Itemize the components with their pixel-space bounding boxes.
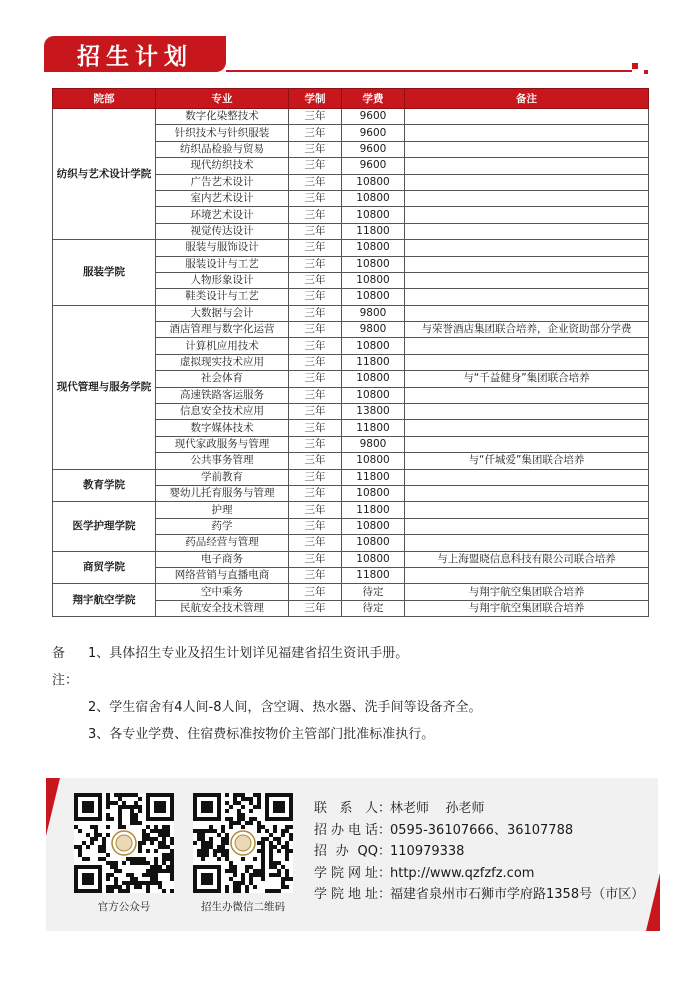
years-cell: 三年 [289, 338, 342, 354]
major-cell: 鞋类设计与工艺 [156, 289, 289, 305]
major-cell: 婴幼儿托育服务与管理 [156, 485, 289, 501]
fee-cell: 11800 [342, 567, 405, 583]
major-cell: 药品经营与管理 [156, 535, 289, 551]
contact-label: 学院地址 [314, 887, 378, 902]
remark-cell: 与荣誉酒店集团联合培养，企业资助部分学费 [405, 322, 649, 338]
fee-cell: 10800 [342, 387, 405, 403]
note-item [52, 694, 482, 721]
college-cell: 纺织与艺术设计学院 [53, 109, 156, 240]
years-cell: 三年 [289, 469, 342, 485]
fee-cell: 9800 [342, 322, 405, 338]
remark-cell [405, 420, 649, 436]
fee-cell: 10800 [342, 207, 405, 223]
contact-value: 福建省泉州市石狮市学府路1358号（市区） [390, 887, 645, 902]
fee-cell: 待定 [342, 584, 405, 600]
contact-value: http://www.qzfzfz.com [390, 865, 535, 881]
table-row [53, 584, 649, 600]
major-cell: 数字媒体技术 [156, 420, 289, 436]
college-cell: 商贸学院 [53, 551, 156, 584]
contact-label: 学院网址 [314, 865, 378, 881]
panel-corner-decoration [646, 873, 660, 931]
major-cell: 室内艺术设计 [156, 190, 289, 206]
note-text: 3、各专业学费、住宿费标准按物价主管部门批准标准执行。 [88, 727, 435, 742]
qr-code-icon [74, 793, 174, 893]
fee-cell: 10800 [342, 518, 405, 534]
table-header-row [53, 89, 649, 109]
years-cell: 三年 [289, 371, 342, 387]
fee-cell: 9800 [342, 436, 405, 452]
note-text: 2、学生宿舍有4人间-8人间，含空调、热水器、洗手间等设备齐全。 [88, 700, 482, 715]
major-cell: 学前教育 [156, 469, 289, 485]
contact-row: 学院网址 ： http://www.qzfzfz.com [314, 863, 644, 885]
fee-cell: 10800 [342, 256, 405, 272]
years-cell: 三年 [289, 535, 342, 551]
fee-cell: 9800 [342, 305, 405, 321]
years-cell: 三年 [289, 420, 342, 436]
contact-row: 招办电话 ： 0595-36107666、36107788 [314, 820, 644, 842]
remark-cell [405, 141, 649, 157]
title-decoration [632, 63, 638, 69]
years-cell: 三年 [289, 584, 342, 600]
note-item [52, 721, 482, 748]
remark-cell: 与翔宇航空集团联合培养 [405, 600, 649, 616]
remark-cell [405, 125, 649, 141]
contact-row: 学院地址 ： 福建省泉州市石狮市学府路1358号（市区） [314, 884, 644, 906]
major-cell: 民航安全技术管理 [156, 600, 289, 616]
remark-cell: 与“千益健身”集团联合培养 [405, 371, 649, 387]
table-row [53, 551, 649, 567]
years-cell: 三年 [289, 272, 342, 288]
remark-cell [405, 256, 649, 272]
major-cell: 虚拟现实技术应用 [156, 354, 289, 370]
years-cell: 三年 [289, 502, 342, 518]
remark-cell [405, 174, 649, 190]
table-row [53, 469, 649, 485]
remark-cell [405, 223, 649, 239]
years-cell: 三年 [289, 223, 342, 239]
remark-cell: 与上海盟晓信息科技有限公司联合培养 [405, 551, 649, 567]
years-cell: 三年 [289, 567, 342, 583]
contact-label: 招办QQ [314, 844, 378, 859]
table-row [53, 109, 649, 125]
remark-cell [405, 158, 649, 174]
years-cell: 三年 [289, 190, 342, 206]
table-row [53, 240, 649, 256]
major-cell: 服装设计与工艺 [156, 256, 289, 272]
remark-cell [405, 469, 649, 485]
remark-cell [405, 404, 649, 420]
contact-value: 110979338 [390, 844, 465, 859]
major-cell: 计算机应用技术 [156, 338, 289, 354]
remark-cell [405, 305, 649, 321]
major-cell: 纺织品检验与贸易 [156, 141, 289, 157]
years-cell: 三年 [289, 240, 342, 256]
major-cell: 电子商务 [156, 551, 289, 567]
remark-cell [405, 190, 649, 206]
fee-cell: 9600 [342, 158, 405, 174]
contact-value: 0595-36107666、36107788 [390, 822, 574, 838]
fee-cell: 10800 [342, 453, 405, 469]
fee-cell: 10800 [342, 272, 405, 288]
table-body [53, 109, 649, 617]
years-cell: 三年 [289, 322, 342, 338]
major-cell: 公共事务管理 [156, 453, 289, 469]
title-decoration-small [644, 70, 648, 74]
fee-cell: 11800 [342, 420, 405, 436]
fee-cell: 10800 [342, 551, 405, 567]
major-cell: 视觉传达设计 [156, 223, 289, 239]
notes-section [52, 640, 482, 748]
major-cell: 数字化染整技术 [156, 109, 289, 125]
fee-cell: 待定 [342, 600, 405, 616]
years-cell: 三年 [289, 551, 342, 567]
header-college: 院部 [53, 89, 156, 109]
major-cell: 酒店管理与数字化运营 [156, 322, 289, 338]
notes-label: 备注： [52, 646, 79, 688]
header-fee: 学费 [342, 89, 405, 109]
college-cell: 教育学院 [53, 469, 156, 502]
years-cell: 三年 [289, 158, 342, 174]
fee-cell: 13800 [342, 404, 405, 420]
major-cell: 大数据与会计 [156, 305, 289, 321]
remark-cell [405, 436, 649, 452]
remark-cell [405, 567, 649, 583]
contact-info [314, 798, 644, 906]
remark-cell: 与翔宇航空集团联合培养 [405, 584, 649, 600]
years-cell: 三年 [289, 436, 342, 452]
contact-row: 招办QQ ： 110979338 [314, 841, 644, 863]
years-cell: 三年 [289, 518, 342, 534]
fee-cell: 10800 [342, 240, 405, 256]
years-cell: 三年 [289, 387, 342, 403]
note-text: 1、具体招生专业及招生计划详见福建省招生资讯手册。 [88, 646, 409, 661]
years-cell: 三年 [289, 305, 342, 321]
years-cell: 三年 [289, 141, 342, 157]
header-remark: 备注 [405, 89, 649, 109]
years-cell: 三年 [289, 256, 342, 272]
years-cell: 三年 [289, 404, 342, 420]
remark-cell [405, 338, 649, 354]
years-cell: 三年 [289, 354, 342, 370]
major-cell: 高速铁路客运服务 [156, 387, 289, 403]
fee-cell: 11800 [342, 223, 405, 239]
qr-label-official: 官方公众号 [97, 901, 151, 913]
major-cell: 现代家政服务与管理 [156, 436, 289, 452]
remark-cell: 与“仟城爱”集团联合培养 [405, 453, 649, 469]
enrollment-plan-table [52, 88, 649, 617]
college-cell: 服装学院 [53, 240, 156, 306]
contact-row: 联系人 ： 林老师 孙老师 [314, 798, 644, 820]
major-cell: 广告艺术设计 [156, 174, 289, 190]
major-cell: 网络营销与直播电商 [156, 567, 289, 583]
major-cell: 环境艺术设计 [156, 207, 289, 223]
remark-cell [405, 502, 649, 518]
college-cell: 现代管理与服务学院 [53, 305, 156, 469]
major-cell: 药学 [156, 518, 289, 534]
remark-cell [405, 109, 649, 125]
major-cell: 服装与服饰设计 [156, 240, 289, 256]
years-cell: 三年 [289, 485, 342, 501]
major-cell: 信息安全技术应用 [156, 404, 289, 420]
years-cell: 三年 [289, 289, 342, 305]
remark-cell [405, 354, 649, 370]
contact-value: 林老师 孙老师 [390, 801, 485, 816]
fee-cell: 9600 [342, 109, 405, 125]
fee-cell: 11800 [342, 354, 405, 370]
fee-cell: 11800 [342, 502, 405, 518]
remark-cell [405, 535, 649, 551]
remark-cell [405, 387, 649, 403]
page-title: 招生计划 [44, 36, 226, 72]
years-cell: 三年 [289, 453, 342, 469]
fee-cell: 9600 [342, 125, 405, 141]
header-years: 学制 [289, 89, 342, 109]
header-major: 专业 [156, 89, 289, 109]
years-cell: 三年 [289, 109, 342, 125]
fee-cell: 10800 [342, 289, 405, 305]
fee-cell: 10800 [342, 485, 405, 501]
years-cell: 三年 [289, 125, 342, 141]
qr-code-icon [193, 793, 293, 893]
remark-cell [405, 485, 649, 501]
fee-cell: 11800 [342, 469, 405, 485]
major-cell: 现代纺织技术 [156, 158, 289, 174]
table-row [53, 502, 649, 518]
major-cell: 人物形象设计 [156, 272, 289, 288]
contact-label: 招办电话 [314, 822, 378, 838]
major-cell: 空中乘务 [156, 584, 289, 600]
qr-label-wechat: 招生办微信二维码 [201, 901, 285, 913]
remark-cell [405, 207, 649, 223]
major-cell: 社会体育 [156, 371, 289, 387]
fee-cell: 10800 [342, 190, 405, 206]
fee-cell: 10800 [342, 535, 405, 551]
major-cell: 护理 [156, 502, 289, 518]
years-cell: 三年 [289, 207, 342, 223]
title-underline [226, 70, 632, 72]
remark-cell [405, 240, 649, 256]
fee-cell: 10800 [342, 174, 405, 190]
major-cell: 针织技术与针织服装 [156, 125, 289, 141]
college-cell: 医学护理学院 [53, 502, 156, 551]
remark-cell [405, 518, 649, 534]
note-item [52, 640, 482, 694]
table-row [53, 305, 649, 321]
fee-cell: 10800 [342, 371, 405, 387]
panel-corner-decoration [46, 778, 60, 836]
fee-cell: 9600 [342, 141, 405, 157]
remark-cell [405, 289, 649, 305]
fee-cell: 10800 [342, 338, 405, 354]
college-cell: 翔宇航空学院 [53, 584, 156, 617]
contact-label: 联系人 [314, 801, 378, 816]
years-cell: 三年 [289, 174, 342, 190]
remark-cell [405, 272, 649, 288]
years-cell: 三年 [289, 600, 342, 616]
